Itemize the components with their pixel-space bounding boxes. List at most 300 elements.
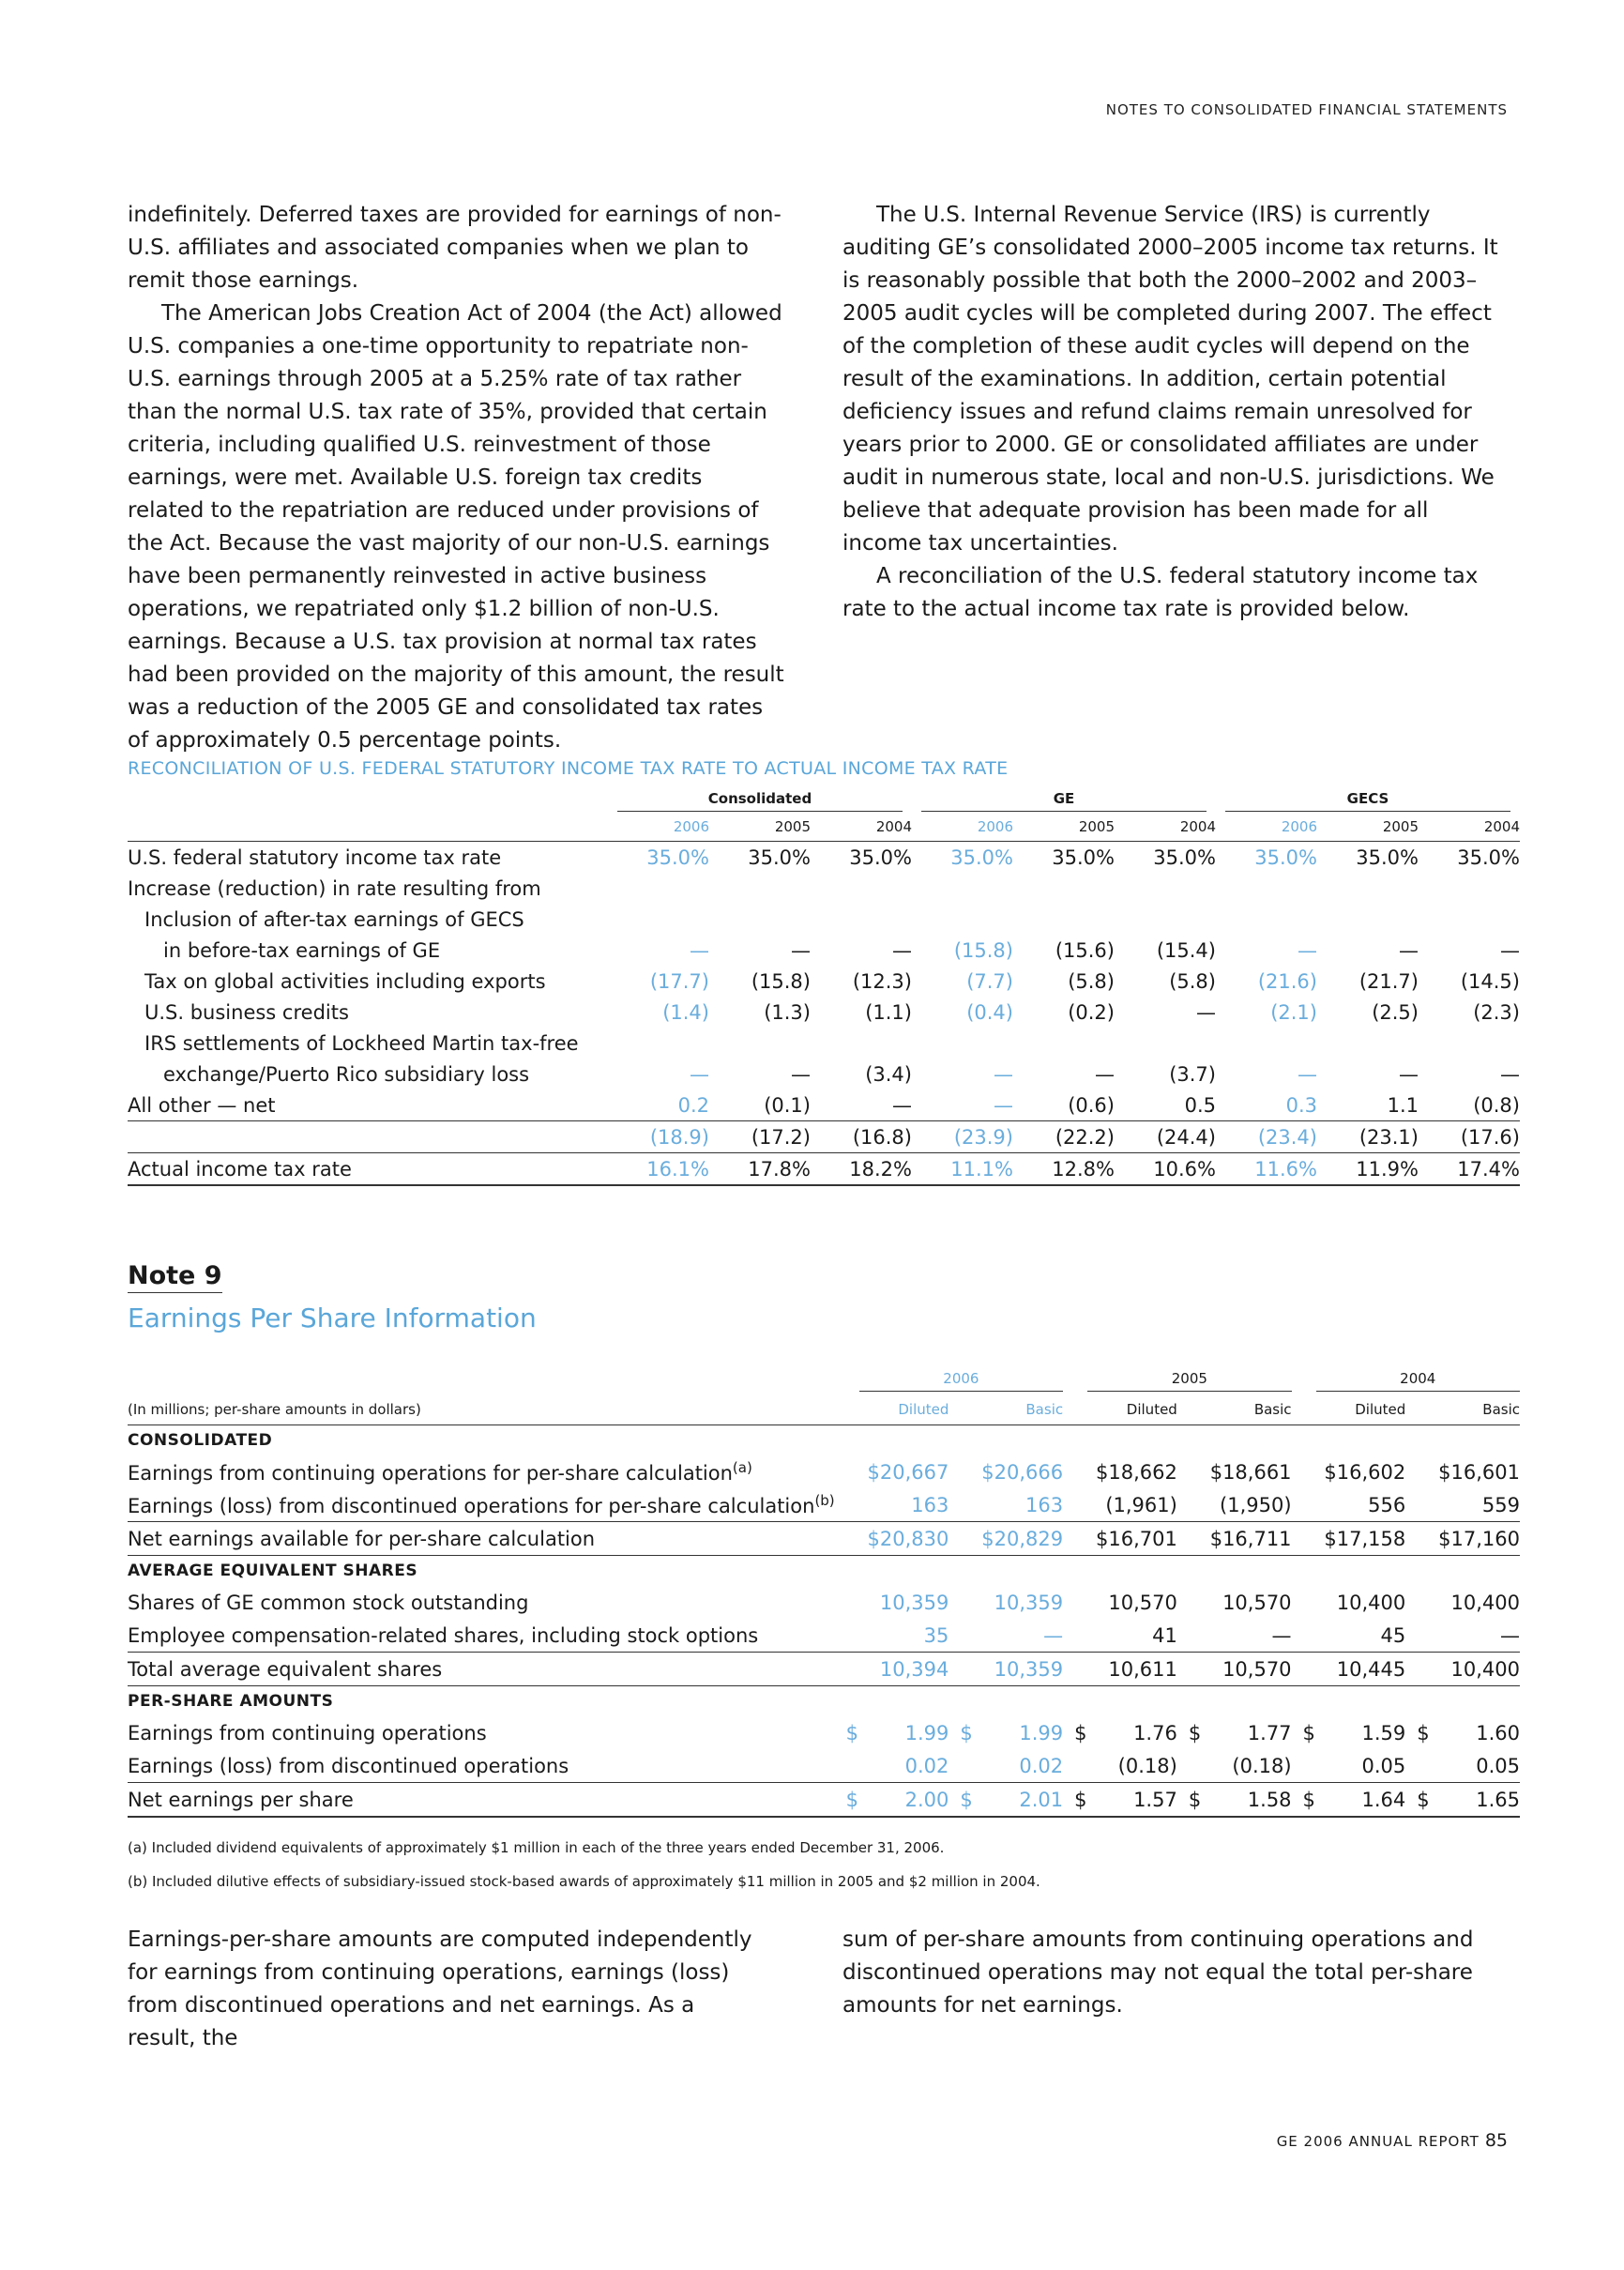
- value-cell: [1013, 904, 1115, 935]
- year-cell: 2004: [1115, 813, 1216, 842]
- value-cell: (5.8): [1068, 969, 1115, 993]
- value-cell: [1115, 873, 1216, 904]
- value-cell: 10.6%: [1115, 1153, 1216, 1186]
- value-cell: (23.1): [1317, 1121, 1419, 1153]
- value-text: $20,667: [867, 1460, 949, 1484]
- year-cell: 2004: [1419, 813, 1520, 842]
- value-cell: 35.0%: [1356, 846, 1419, 869]
- table-row: [128, 997, 1520, 1028]
- value-cell: [835, 1716, 949, 1749]
- value-cell: [949, 1653, 1063, 1686]
- footnote-a: (a) Included dividend equivalents of approximately $1 million in each of the three years ended December 31, 2006.: [128, 1839, 945, 1856]
- value-cell: 35.0%: [1254, 846, 1317, 869]
- footnote-ref: (b): [814, 1492, 835, 1509]
- section-title: AVERAGE EQUIVALENT SHARES: [128, 1562, 418, 1580]
- value-cell: [1115, 1028, 1216, 1059]
- value-cell: [1405, 1653, 1520, 1686]
- value-text: —: [1043, 1623, 1064, 1647]
- paragraph: The American Jobs Creation Act of 2004 (the Act) allowed U.S. companies a one-time opportunity to repatriate non-U.S. earnings through 2005 at a 5.25% rate of tax rather than the normal U.S. tax rate of 35%, provided that certain criteria, including qualified U.S. reinvestment of those earnings, were met. Available U.S. foreign tax credits related to the repatriation are reduced under provisions of the Act. Because the vast majority of our non-U.S. earnings have been permanently reinvested in active business operations, we repatriated only $1.2 billion of non-U.S. earnings. Because a U.S. tax provision at normal tax rates had been provided on the majority of this amount, the result was a reduction of the 2005 GE and consolidated tax rates of approximately 0.5 percentage points.: [128, 301, 784, 753]
- value-cell: (16.8): [811, 1121, 912, 1153]
- footnote-b: (b) Included dilutive effects of subsidiary-issued stock-based awards of approximately $11 million in 2005 and $2 million in 2004.: [128, 1873, 1040, 1890]
- report-name: GE 2006 ANNUAL REPORT: [1276, 2133, 1480, 2150]
- currency-symbol: $: [1302, 1788, 1315, 1811]
- row-label: All other — net: [128, 1093, 276, 1117]
- value-cell: [1292, 1749, 1406, 1783]
- value-cell: (2.3): [1473, 1000, 1520, 1024]
- value-cell: [949, 1619, 1063, 1653]
- value-text: —: [1271, 1623, 1292, 1647]
- year-cell: 2006: [912, 813, 1013, 842]
- table-row: [128, 1028, 1520, 1059]
- value-cell: [1063, 1716, 1177, 1749]
- value-text: $20,830: [867, 1527, 949, 1550]
- value-text: 2.01: [1019, 1788, 1064, 1811]
- value-cell: [1063, 1783, 1177, 1818]
- row-label: [128, 1522, 835, 1556]
- value-cell: (15.6): [1055, 938, 1115, 962]
- value-cell: (15.8): [751, 969, 811, 993]
- value-cell: [912, 1028, 1013, 1059]
- value-cell: [835, 1586, 949, 1619]
- row-label: [128, 1121, 608, 1153]
- row-label: [128, 1716, 835, 1749]
- value-text: 0.02: [1019, 1754, 1064, 1777]
- paragraph: The U.S. Internal Revenue Service (IRS) is currently auditing GE’s consolidated 2000–2005 income tax returns. It is reasonably possible that both the 2000–2002 and 2003–2005 audit cycles will be completed during 2007. The effect of the completion of these audit cycles will depend on the result of the examinations. In addition, certain potential deficiency issues and refund claims remain unresolved for years prior to 2000. GE or consolidated affiliates are under audit in numerous state, local and non-U.S. jurisdictions. We believe that adequate provision has been made for all income tax uncertainties.: [842, 203, 1498, 556]
- value-cell: 17.8%: [709, 1153, 811, 1186]
- value-cell: —: [1500, 938, 1520, 962]
- value-cell: [608, 873, 709, 904]
- value-cell: [1292, 1653, 1406, 1686]
- section-header-row: [128, 1425, 1520, 1456]
- value-cell: 12.8%: [1013, 1153, 1115, 1186]
- value-text: 163: [911, 1493, 949, 1516]
- value-cell: [835, 1488, 949, 1522]
- value-cell: (3.4): [865, 1062, 912, 1086]
- table-row: [128, 1121, 1520, 1153]
- year-cell: 2006: [1216, 813, 1317, 842]
- table-row: [128, 1783, 1520, 1818]
- value-cell: —: [1298, 1062, 1317, 1086]
- row-label: [128, 1653, 835, 1686]
- right-text-column: [842, 199, 1499, 626]
- value-cell: [1405, 1749, 1520, 1783]
- value-cell: —: [791, 1062, 811, 1086]
- eps-year-row: [128, 1366, 1520, 1394]
- left-text-column: [128, 199, 784, 757]
- table-row: [128, 1522, 1520, 1556]
- value-cell: 18.2%: [811, 1153, 912, 1186]
- value-cell: (0.2): [1068, 1000, 1115, 1024]
- currency-symbol: $: [1302, 1721, 1315, 1744]
- value-cell: [1063, 1749, 1177, 1783]
- value-text: 1.59: [1361, 1721, 1406, 1744]
- value-cell: —: [1399, 1062, 1419, 1086]
- value-cell: 11.1%: [912, 1153, 1013, 1186]
- table-row: [128, 966, 1520, 997]
- eps-column-header-row: [128, 1394, 1520, 1425]
- table-row: [128, 904, 1520, 935]
- currency-symbol: $: [1074, 1788, 1087, 1811]
- value-text: 556: [1368, 1493, 1406, 1516]
- value-cell: [1216, 1028, 1317, 1059]
- value-cell: [949, 1716, 1063, 1749]
- value-cell: [835, 1749, 949, 1783]
- currency-symbol: $: [845, 1721, 859, 1744]
- value-cell: [1317, 873, 1419, 904]
- value-cell: [835, 1619, 949, 1653]
- value-cell: (0.6): [1068, 1093, 1115, 1117]
- table-row: [128, 1059, 1520, 1089]
- row-label: [128, 1619, 835, 1653]
- table-row: [128, 1586, 1520, 1619]
- value-text: 0.05: [1361, 1754, 1406, 1777]
- year-cell: 2005: [1317, 813, 1419, 842]
- value-cell: [912, 873, 1013, 904]
- currency-symbol: $: [845, 1788, 859, 1811]
- value-cell: [811, 873, 912, 904]
- row-label: Actual income tax rate: [128, 1153, 608, 1186]
- value-text: $18,661: [1209, 1460, 1292, 1484]
- value-cell: [1177, 1586, 1292, 1619]
- value-cell: (17.2): [709, 1121, 811, 1153]
- value-cell: [1292, 1716, 1406, 1749]
- value-cell: [1405, 1488, 1520, 1522]
- value-cell: 0.5: [1184, 1093, 1216, 1117]
- row-label-text: Total average equivalent shares: [128, 1657, 443, 1681]
- value-cell: (5.8): [1169, 969, 1216, 993]
- year-cell: 2005: [1013, 813, 1115, 842]
- value-cell: [1063, 1586, 1177, 1619]
- value-text: 1.57: [1133, 1788, 1177, 1811]
- value-cell: (2.5): [1372, 1000, 1419, 1024]
- value-text: 1.64: [1361, 1788, 1406, 1811]
- value-cell: 35.0%: [950, 846, 1013, 869]
- group-header-row: [128, 788, 1520, 813]
- reconciliation-title: RECONCILIATION OF U.S. FEDERAL STATUTORY INCOME TAX RATE TO ACTUAL INCOME TAX RATE: [128, 758, 1009, 779]
- value-cell: (22.2): [1013, 1121, 1115, 1153]
- row-label-text: Earnings from continuing operations for per-share calculation: [128, 1462, 733, 1485]
- row-label-text: Earnings from continuing operations: [128, 1721, 487, 1744]
- row-label: in before-tax earnings of GE: [163, 938, 441, 962]
- value-text: 163: [1025, 1493, 1064, 1516]
- closing-right-column: [842, 1924, 1480, 2022]
- value-cell: [1419, 904, 1520, 935]
- value-cell: —: [791, 938, 811, 962]
- row-label: U.S. federal statutory income tax rate: [128, 846, 502, 869]
- value-cell: [709, 873, 811, 904]
- value-text: (1,950): [1220, 1493, 1292, 1516]
- row-label: [128, 1586, 835, 1619]
- value-text: $20,666: [981, 1460, 1064, 1484]
- value-cell: [949, 1783, 1063, 1818]
- value-cell: (18.9): [608, 1121, 709, 1153]
- row-label: [128, 1749, 835, 1783]
- footnote-ref: (a): [732, 1459, 752, 1476]
- group-header: Consolidated: [617, 790, 903, 812]
- value-text: 1.99: [1019, 1721, 1064, 1744]
- reconciliation-table: [128, 788, 1520, 1186]
- value-text: 2.00: [904, 1788, 949, 1811]
- value-cell: [1013, 1028, 1115, 1059]
- value-cell: [912, 904, 1013, 935]
- value-cell: (12.3): [852, 969, 912, 993]
- value-cell: (23.9): [912, 1121, 1013, 1153]
- section-title: CONSOLIDATED: [128, 1431, 273, 1450]
- value-cell: [608, 1028, 709, 1059]
- value-cell: —: [892, 938, 912, 962]
- value-text: 10,359: [994, 1657, 1064, 1681]
- value-cell: (21.7): [1358, 969, 1419, 993]
- value-cell: [1317, 1028, 1419, 1059]
- value-cell: [1405, 1619, 1520, 1653]
- row-label: [128, 1488, 835, 1522]
- value-text: $16,701: [1095, 1527, 1177, 1550]
- value-cell: [1292, 1522, 1406, 1556]
- value-cell: (17.6): [1419, 1121, 1520, 1153]
- value-text: 10,359: [994, 1591, 1064, 1614]
- table-row: [128, 1716, 1520, 1749]
- currency-symbol: $: [1074, 1721, 1087, 1744]
- eps-table: [128, 1366, 1520, 1818]
- row-label: U.S. business credits: [144, 1000, 349, 1024]
- value-cell: [1216, 904, 1317, 935]
- value-text: 10,394: [879, 1657, 949, 1681]
- value-cell: [949, 1749, 1063, 1783]
- value-text: $18,662: [1095, 1460, 1177, 1484]
- value-text: 10,570: [1222, 1657, 1292, 1681]
- running-header: NOTES TO CONSOLIDATED FINANCIAL STATEMENTS: [1105, 101, 1508, 118]
- value-cell: [1063, 1653, 1177, 1686]
- paragraph: A reconciliation of the U.S. federal statutory income tax rate to the actual income tax rate is provided below.: [842, 564, 1479, 621]
- table-row: [128, 1749, 1520, 1783]
- value-cell: [1419, 873, 1520, 904]
- value-cell: [811, 1028, 912, 1059]
- currency-symbol: $: [960, 1788, 973, 1811]
- value-text: $17,160: [1438, 1527, 1520, 1550]
- table-row: [128, 1153, 1520, 1186]
- value-cell: [1292, 1488, 1406, 1522]
- value-text: 35: [923, 1623, 949, 1647]
- row-label-text: Earnings (loss) from discontinued operations for per-share calculation: [128, 1495, 815, 1517]
- value-cell: [1216, 873, 1317, 904]
- value-text: 45: [1380, 1623, 1406, 1647]
- value-cell: [1115, 904, 1216, 935]
- value-cell: 16.1%: [608, 1153, 709, 1186]
- value-text: 10,400: [1336, 1591, 1406, 1614]
- column-header: Diluted: [1063, 1394, 1177, 1425]
- row-label-text: Shares of GE common stock outstanding: [128, 1591, 529, 1614]
- value-cell: [1177, 1783, 1292, 1818]
- value-text: (0.18): [1232, 1754, 1292, 1777]
- section-header-row: [128, 1686, 1520, 1717]
- value-text: $16,711: [1209, 1527, 1292, 1550]
- column-header: Basic: [1177, 1394, 1292, 1425]
- row-label-text: Net earnings per share: [128, 1788, 354, 1811]
- value-cell: [1419, 1028, 1520, 1059]
- value-text: $20,829: [981, 1527, 1064, 1550]
- value-text: —: [1500, 1623, 1520, 1647]
- value-cell: 17.4%: [1419, 1153, 1520, 1186]
- value-cell: (14.5): [1460, 969, 1520, 993]
- value-cell: [1405, 1716, 1520, 1749]
- table-row: [128, 935, 1520, 966]
- value-cell: —: [1399, 938, 1419, 962]
- value-cell: —: [892, 1093, 912, 1117]
- table-row: [128, 1089, 1520, 1121]
- year-header: 2005: [1087, 1370, 1291, 1392]
- table-row: [128, 873, 1520, 904]
- value-text: (0.18): [1117, 1754, 1177, 1777]
- value-text: 10,611: [1108, 1657, 1177, 1681]
- value-cell: (0.1): [764, 1093, 811, 1117]
- value-cell: 35.0%: [646, 846, 709, 869]
- value-cell: —: [1298, 938, 1317, 962]
- value-cell: [1013, 873, 1115, 904]
- value-cell: [1177, 1455, 1292, 1488]
- value-cell: (21.6): [1257, 969, 1317, 993]
- section-title: PER-SHARE AMOUNTS: [128, 1692, 334, 1711]
- value-cell: 11.6%: [1216, 1153, 1317, 1186]
- year-cell: 2004: [811, 813, 912, 842]
- value-cell: 35.0%: [1153, 846, 1216, 869]
- page-footer: [1277, 2130, 1508, 2151]
- currency-symbol: $: [1188, 1788, 1202, 1811]
- row-label-text: Net earnings available for per-share calculation: [128, 1527, 596, 1550]
- value-cell: [1177, 1653, 1292, 1686]
- year-cell: 2006: [608, 813, 709, 842]
- value-cell: [1292, 1619, 1406, 1653]
- group-header: GECS: [1225, 790, 1510, 812]
- column-header: Diluted: [1292, 1394, 1406, 1425]
- value-cell: [835, 1522, 949, 1556]
- value-cell: [1405, 1586, 1520, 1619]
- value-cell: —: [690, 938, 709, 962]
- value-cell: 35.0%: [1052, 846, 1115, 869]
- currency-symbol: $: [1417, 1788, 1430, 1811]
- value-cell: —: [1095, 1062, 1115, 1086]
- row-label: Increase (reduction) in rate resulting from: [128, 876, 541, 900]
- value-cell: —: [994, 1062, 1013, 1086]
- value-cell: [709, 1028, 811, 1059]
- table-row: [128, 1455, 1520, 1488]
- currency-symbol: $: [1188, 1721, 1202, 1744]
- value-text: 559: [1481, 1493, 1520, 1516]
- year-cell: 2005: [709, 813, 811, 842]
- year-header-row: [128, 813, 1520, 842]
- currency-symbol: $: [960, 1721, 973, 1744]
- value-cell: (1.1): [865, 1000, 912, 1024]
- value-text: 1.58: [1247, 1788, 1292, 1811]
- value-text: 1.60: [1476, 1721, 1520, 1744]
- value-cell: [1063, 1455, 1177, 1488]
- value-cell: [709, 904, 811, 935]
- value-cell: —: [690, 1062, 709, 1086]
- column-header: Diluted: [835, 1394, 949, 1425]
- value-text: 10,400: [1450, 1657, 1520, 1681]
- value-cell: [1177, 1749, 1292, 1783]
- value-cell: [1405, 1455, 1520, 1488]
- value-cell: [1177, 1522, 1292, 1556]
- units-note: (In millions; per-share amounts in dollars): [128, 1394, 835, 1425]
- value-text: 1.99: [904, 1721, 949, 1744]
- value-cell: [835, 1653, 949, 1686]
- value-text: $17,158: [1324, 1527, 1406, 1550]
- value-cell: (3.7): [1169, 1062, 1216, 1086]
- table-row: [128, 1653, 1520, 1686]
- value-cell: [949, 1586, 1063, 1619]
- value-cell: [1292, 1455, 1406, 1488]
- value-cell: (1.3): [764, 1000, 811, 1024]
- value-text: $16,602: [1324, 1460, 1406, 1484]
- row-label-text: Earnings (loss) from discontinued operations: [128, 1754, 569, 1777]
- value-cell: —: [1500, 1062, 1520, 1086]
- page-number: 85: [1484, 2130, 1508, 2151]
- value-cell: (15.4): [1156, 938, 1216, 962]
- value-cell: [949, 1455, 1063, 1488]
- value-text: 1.65: [1476, 1788, 1520, 1811]
- table-row: [128, 842, 1520, 874]
- currency-symbol: $: [1417, 1721, 1430, 1744]
- value-cell: (15.8): [953, 938, 1013, 962]
- value-cell: —: [1196, 1000, 1216, 1024]
- column-header: Basic: [949, 1394, 1063, 1425]
- value-text: 10,570: [1108, 1591, 1177, 1614]
- column-header: Basic: [1405, 1394, 1520, 1425]
- row-label: Inclusion of after-tax earnings of GECS: [144, 907, 524, 931]
- value-text: 10,359: [879, 1591, 949, 1614]
- value-cell: (24.4): [1115, 1121, 1216, 1153]
- value-cell: [1063, 1522, 1177, 1556]
- value-text: 0.05: [1476, 1754, 1520, 1777]
- value-cell: [1177, 1488, 1292, 1522]
- table-row: [128, 1619, 1520, 1653]
- value-cell: [1405, 1783, 1520, 1818]
- value-cell: 0.3: [1285, 1093, 1317, 1117]
- paragraph: Earnings-per-share amounts are computed independently for earnings from continuing operations, earnings (loss) from discontinued operations and net earnings. As a result, the: [128, 1927, 752, 2050]
- row-label: exchange/Puerto Rico subsidiary loss: [163, 1062, 530, 1086]
- value-cell: [1317, 904, 1419, 935]
- value-cell: (0.8): [1473, 1093, 1520, 1117]
- value-cell: (2.1): [1270, 1000, 1317, 1024]
- section-header-row: [128, 1556, 1520, 1587]
- value-cell: 35.0%: [748, 846, 811, 869]
- value-cell: [1063, 1619, 1177, 1653]
- note-title: Earnings Per Share Information: [128, 1303, 537, 1333]
- value-cell: [608, 904, 709, 935]
- value-cell: (23.4): [1216, 1121, 1317, 1153]
- value-cell: [1405, 1522, 1520, 1556]
- value-cell: [835, 1783, 949, 1818]
- year-header: 2006: [859, 1370, 1063, 1392]
- value-cell: 0.2: [677, 1093, 709, 1117]
- value-text: 0.02: [904, 1754, 949, 1777]
- value-cell: [1292, 1783, 1406, 1818]
- value-cell: 11.9%: [1317, 1153, 1419, 1186]
- closing-left-column: [128, 1924, 766, 2055]
- value-cell: (0.4): [966, 1000, 1013, 1024]
- value-cell: 35.0%: [849, 846, 912, 869]
- note-number: Note 9: [128, 1261, 222, 1293]
- value-text: 1.76: [1133, 1721, 1177, 1744]
- value-cell: [1063, 1488, 1177, 1522]
- value-cell: [949, 1488, 1063, 1522]
- value-text: 41: [1152, 1623, 1177, 1647]
- row-label: [128, 1455, 835, 1488]
- value-cell: [835, 1455, 949, 1488]
- value-cell: (7.7): [966, 969, 1013, 993]
- value-cell: 35.0%: [1457, 846, 1520, 869]
- value-cell: [1177, 1716, 1292, 1749]
